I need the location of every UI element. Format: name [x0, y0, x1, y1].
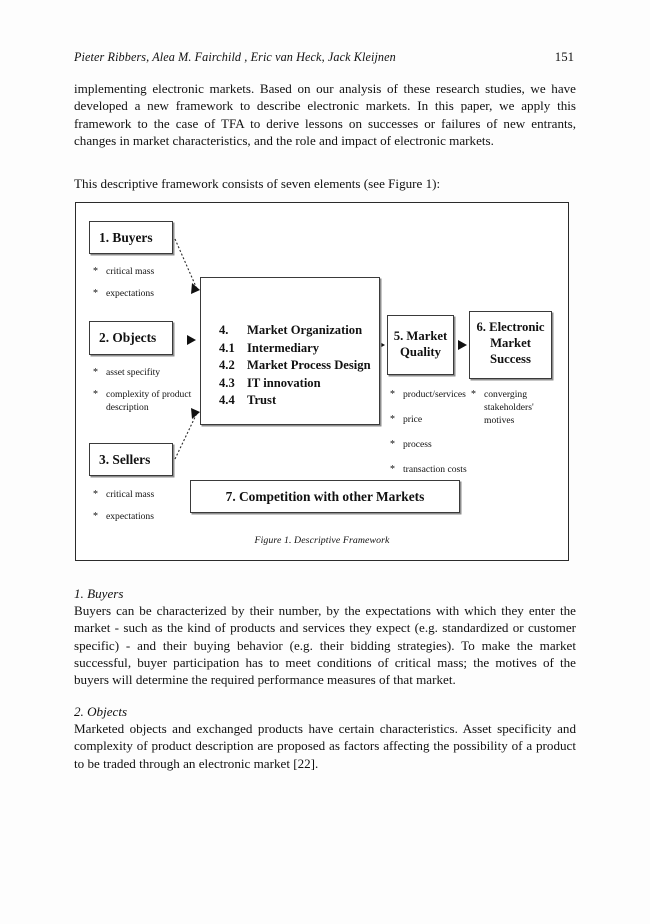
item-label: Market Organization [247, 323, 363, 337]
bullet-text: asset specifity [106, 367, 161, 378]
figure-caption: Figure 1. Descriptive Framework [254, 535, 390, 546]
figure-box-electronic-market-success [469, 311, 552, 379]
bullet-item [93, 388, 193, 414]
figure-box-market-quality-label [388, 328, 453, 360]
item-number: 4.2 [219, 358, 235, 373]
market-success-line-1: 6. Electronic [476, 320, 545, 334]
market-success-line-3: Success [490, 352, 531, 366]
figure-box-buyers-label: 1. Buyers [99, 229, 153, 245]
bullet-item [93, 287, 193, 300]
figure-content [76, 203, 568, 560]
asterisk-icon: * [93, 489, 98, 500]
asterisk-icon: * [93, 511, 98, 522]
running-head-authors: Pieter Ribbers, Alea M. Fairchild , Eric van Heck, Jack Kleijnen [74, 50, 396, 64]
list-item [219, 340, 371, 358]
figure-box-market-organization [200, 277, 380, 425]
bullet-text: price [403, 414, 423, 425]
bullet-item [93, 510, 193, 523]
list-item [219, 375, 371, 393]
arrowhead-market-success [458, 340, 467, 350]
market-organization-list [219, 322, 371, 410]
item-label: Trust [247, 393, 277, 408]
asterisk-icon: * [93, 389, 98, 400]
figure-box-electronic-market-success-label [470, 319, 551, 367]
bullet-text: critical mass [106, 489, 155, 500]
list-item [219, 392, 371, 410]
body-paragraph-1: implementing electronic markets. Based on our analysis of these research studies, we have developed a new framework to describe electronic markets. In this paper, we apply this framework to the case of TFA to derive lessons on successes or failures of new entrants, changes in market characteristics, and the role and impact of electronic markets. [74, 81, 576, 148]
section-body-buyers: Buyers can be characterized by their number, by the expectations with which they enter the market - such as the kind of products and services they expect (e.g. standardized or customer specific) - and their buying behavior (e.g. their bidding strategies). To make the market successful, buyer participation has to meet conditions of critical mass; the motives of the buyers will determine the required performance measures of that market. [74, 603, 576, 688]
asterisk-icon: * [390, 464, 395, 475]
figure-1-frame [75, 202, 569, 561]
figure-box-sellers-label: 3. Sellers [99, 451, 151, 467]
bullet-item [93, 488, 193, 501]
figure-bullets-market-quality [390, 388, 480, 488]
asterisk-icon: * [93, 266, 98, 277]
bullet-text: process [403, 439, 432, 450]
bullet-item [93, 366, 193, 379]
figure-bullets-buyers [93, 265, 193, 309]
list-item [219, 322, 371, 340]
bullet-item [390, 463, 480, 476]
item-label: Intermediary [247, 340, 320, 355]
asterisk-icon: * [471, 389, 476, 400]
market-success-line-2: Market [490, 336, 531, 350]
section-body-objects: Marketed objects and exchanged products have certain characteristics. Asset specificity and complexity of product description are proposed as factors affecting the possibility of a product to be traded through an electronic market [22]. [74, 721, 576, 771]
asterisk-icon: * [390, 414, 395, 425]
body-paragraph-2: This descriptive framework consists of seven elements (see Figure 1): [74, 176, 441, 191]
bullet-item [390, 413, 480, 426]
market-quality-line-1: 5. Market [393, 329, 448, 343]
figure-box-objects [89, 321, 173, 355]
figure-box-market-quality [387, 315, 454, 375]
figure-box-sellers [89, 443, 173, 476]
item-number: 4. [219, 323, 229, 337]
figure-box-competition-label: 7. Competition with other Markets [225, 488, 425, 504]
figure-bullets-market-success [471, 388, 551, 436]
bullet-text: converging stakeholders' motives [484, 389, 534, 426]
running-head [74, 50, 574, 65]
figure-box-buyers [89, 221, 173, 254]
arrowhead-objects [187, 335, 196, 345]
list-item [219, 357, 371, 375]
market-quality-line-2: Quality [400, 345, 441, 359]
bullet-item [390, 438, 480, 451]
figure-bullets-objects [93, 366, 193, 423]
page-number: 151 [554, 50, 574, 64]
asterisk-icon: * [390, 439, 395, 450]
bullet-text: complexity of product description [106, 389, 192, 413]
asterisk-icon: * [390, 389, 395, 400]
bullet-item [390, 388, 480, 401]
figure-bullets-sellers [93, 488, 193, 532]
item-number: 4.1 [219, 340, 235, 355]
bullet-text: transaction costs [403, 464, 467, 475]
bullet-item [471, 388, 551, 427]
item-number: 4.3 [219, 375, 235, 390]
bullet-item [93, 265, 193, 278]
section-heading-objects: 2. Objects [74, 704, 128, 719]
figure-box-competition [190, 480, 460, 513]
bullet-text: expectations [106, 511, 154, 522]
bullet-text: critical mass [106, 266, 155, 277]
figure-box-objects-label: 2. Objects [99, 330, 157, 345]
bullet-text: expectations [106, 288, 154, 299]
bullet-text: product/services [403, 389, 466, 400]
asterisk-icon: * [93, 288, 98, 299]
section-heading-buyers: 1. Buyers [74, 586, 124, 601]
item-label: IT innovation [247, 375, 321, 390]
asterisk-icon: * [93, 367, 98, 378]
item-number: 4.4 [219, 393, 235, 408]
item-label: Market Process Design [247, 358, 371, 373]
